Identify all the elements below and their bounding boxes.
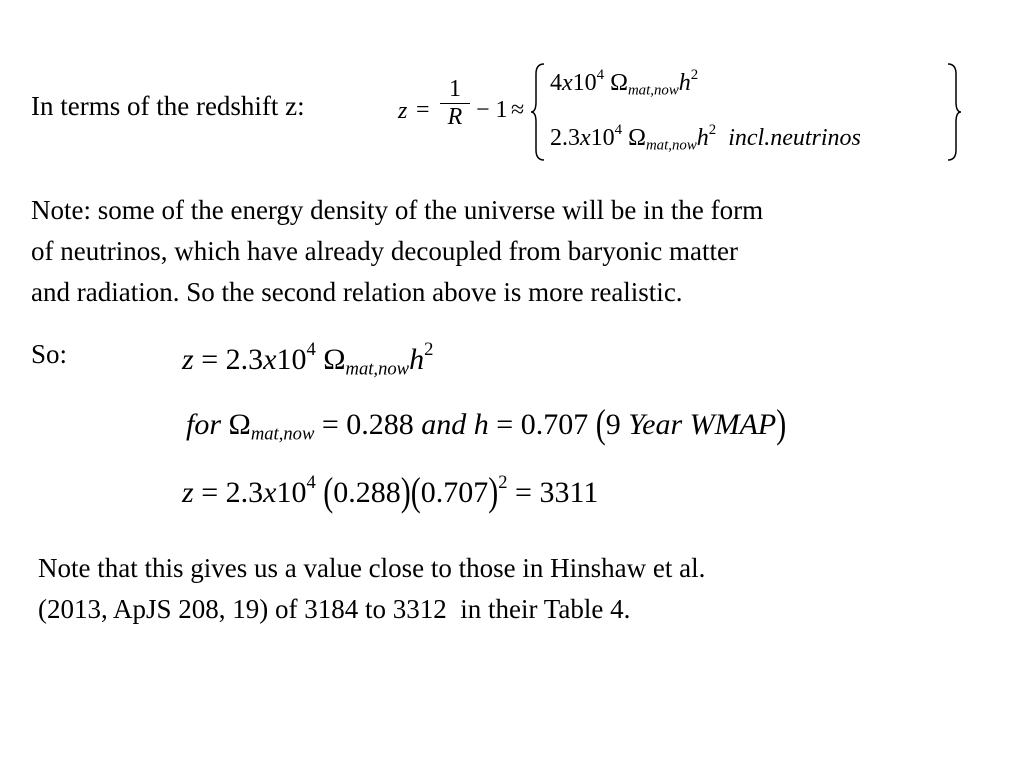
eq2-line2-h: h	[473, 408, 489, 441]
eq2-line1-eq: =	[201, 343, 219, 376]
eq1-case2-h: h	[696, 125, 709, 151]
eq2-line2-omega-val: 0.288	[346, 408, 414, 441]
eq2-line2-h-val: 0.707	[520, 408, 589, 441]
eq2-line3-h-exp: 2	[498, 472, 508, 494]
eq2-line3-h-val: 0.707	[420, 476, 489, 509]
eq2-line1-h-exp: 2	[424, 339, 434, 361]
eq1-frac-denominator: R	[447, 104, 463, 131]
eq1-case2-h-exp: 2	[708, 121, 717, 138]
closing-paragraph: Note that this gives us a value close to those in Hinshaw et al. (2013, ApJS 208, 19) of 3184 to 3312 in their Table 4.	[38, 553, 706, 624]
eq2-line1-z: z	[182, 343, 194, 376]
eq1-equals: =	[416, 97, 430, 123]
eq1-left-brace	[530, 62, 546, 162]
eq1-right-brace	[946, 62, 962, 162]
eq2-line3-ten: 10	[276, 476, 307, 509]
eq1-case1-h: h	[678, 70, 691, 96]
eq1-case1-x: x	[562, 70, 573, 96]
eq2-line3-z: z	[182, 476, 194, 509]
eq1-case1-omega: Ω	[610, 70, 628, 96]
eq2-line1-coef: 2.3	[225, 343, 264, 376]
eq1-case2-note: incl.neutrinos	[728, 125, 861, 151]
eq1-case2	[550, 121, 861, 154]
eq1-case1-ten: 10	[572, 70, 597, 96]
eq2-line2-and: and	[421, 408, 467, 441]
eq1-case1-coef: 4	[550, 70, 562, 96]
eq2-line1-ten: 10	[276, 343, 307, 376]
eq2-line3	[182, 470, 599, 515]
eq1-frac-numerator: 1	[449, 76, 461, 102]
eq2-line3-paren-close-2: )	[488, 470, 499, 515]
eq1-case2-x: x	[580, 125, 591, 151]
eq2-line2-eq2: =	[496, 408, 514, 441]
eq1-case2-omega-sub: mat,now	[645, 137, 697, 154]
eq1-case1-omega-sub: mat,now	[627, 82, 679, 99]
eq1-case2-ten: 10	[590, 125, 615, 151]
eq1-case1-exp: 4	[596, 66, 605, 83]
eq2-line1-exp: 4	[306, 339, 316, 361]
eq2-line3-eq: =	[201, 476, 219, 509]
eq2-line3-omega-val: 0.288	[333, 476, 401, 509]
note-paragraph: Note: some of the energy density of the universe will be in the form of neutrinos, which have already decoupled from baryonic matter and radiation. So the second relation above is more realistic.	[31, 195, 764, 307]
eq2-line2-eq: =	[321, 408, 339, 441]
eq2-line2-close-paren: )	[776, 402, 787, 447]
eq2-line3-paren-open-2: (	[410, 470, 421, 515]
eq2-line2-open-paren: (	[595, 402, 606, 447]
eq2-line2-source: Year WMAP	[628, 408, 777, 441]
eq1-approx: ≈	[511, 97, 525, 123]
eq1-case2-coef: 2.3	[550, 125, 580, 151]
eq2-line3-x: x	[263, 476, 277, 509]
eq1-fraction	[440, 76, 470, 129]
eq2-line3-paren-close-1: )	[400, 470, 411, 515]
eq2-line1-omega-sub: mat,now	[345, 358, 410, 380]
eq2-line2-nine: 9	[605, 408, 621, 441]
eq2-line3-paren-open-1: (	[323, 470, 334, 515]
eq2-line2	[186, 402, 787, 447]
eq1-case1	[550, 66, 699, 99]
eq2-line3-eq2: =	[515, 476, 532, 509]
eq1-minus-one: − 1	[476, 97, 508, 123]
eq2-line2-for: for	[186, 408, 222, 441]
eq2-line1-x: x	[263, 343, 277, 376]
eq2-line2-omega-sub: mat,now	[250, 423, 315, 445]
eq2-line1-h: h	[409, 343, 425, 376]
eq2-line3-coef: 2.3	[225, 476, 264, 509]
eq2-line3-result: 3311	[539, 476, 599, 509]
eq1-case2-omega: Ω	[628, 125, 646, 151]
so-label: So:	[31, 339, 68, 369]
eq1-z: z	[398, 98, 408, 124]
eq1-case1-h-exp: 2	[690, 66, 699, 83]
eq1-case2-exp: 4	[614, 121, 623, 138]
eq2-line1	[182, 339, 434, 380]
intro-label: In terms of the redshift z:	[31, 91, 305, 121]
eq2-line3-exp: 4	[306, 472, 316, 494]
eq2-line1-omega: Ω	[323, 343, 346, 376]
eq2-line2-omega: Ω	[228, 408, 251, 441]
